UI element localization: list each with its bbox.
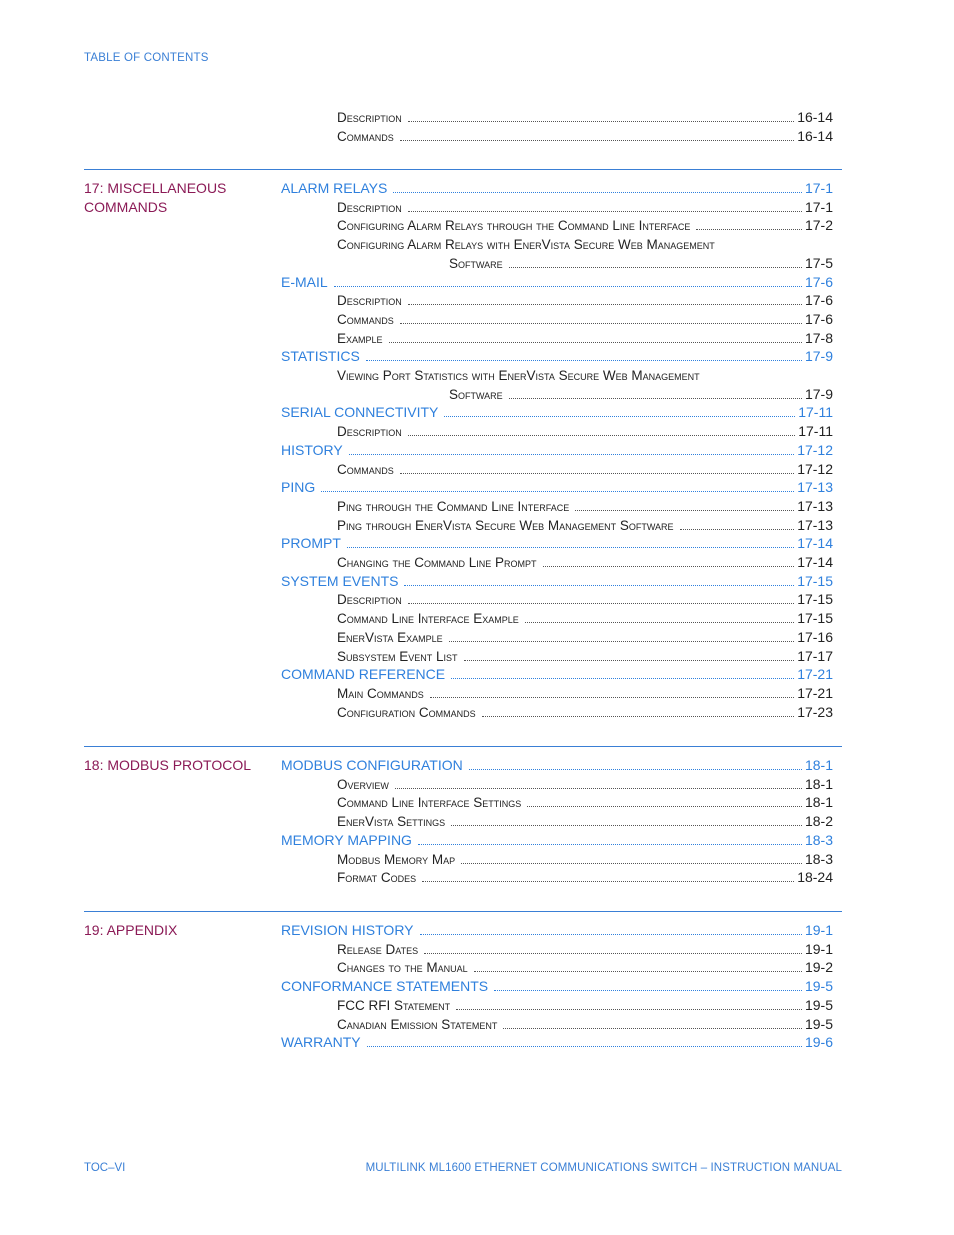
- entry-page-number: 17-12: [797, 460, 833, 477]
- chapter-title[interactable]: [84, 179, 264, 217]
- entry-title: ALARM RELAYS: [281, 180, 388, 196]
- toc-subentry[interactable]: [337, 684, 833, 703]
- dot-leader: [408, 121, 794, 122]
- dot-leader: [456, 1009, 802, 1010]
- entry-title: Description: [337, 199, 402, 215]
- entry-page-number: 18-24: [797, 869, 833, 886]
- entry-title: EnerVista Example: [337, 629, 443, 645]
- entry-page-number: 17-9: [804, 385, 833, 402]
- entry-title: Configuration Commands: [337, 704, 476, 720]
- toc-subentry[interactable]: [337, 996, 833, 1015]
- dot-leader: [408, 304, 802, 305]
- toc-subentry[interactable]: [337, 553, 833, 572]
- dot-leader: [430, 697, 794, 698]
- entry-page-number: 17-1: [804, 198, 833, 215]
- dot-leader: [509, 267, 802, 268]
- dot-leader: [321, 491, 794, 492]
- toc-section-link[interactable]: [281, 179, 833, 198]
- entry-page-number: 16-14: [797, 109, 833, 125]
- entry-title: COMMAND REFERENCE: [281, 666, 446, 683]
- dot-leader: [408, 435, 795, 436]
- toc-section-link[interactable]: [281, 921, 833, 940]
- toc-subentry[interactable]: [337, 108, 833, 127]
- entry-page-number: 17-9: [804, 348, 833, 365]
- toc-subentry-continuation[interactable]: [449, 385, 833, 404]
- entry-title: PROMPT: [281, 535, 341, 552]
- dot-leader: [696, 229, 802, 230]
- entry-page-number: 19-2: [804, 959, 833, 976]
- entry-title: Subsystem Event List: [337, 648, 458, 664]
- entry-title: Main Commands: [337, 685, 424, 701]
- chapter-title-line: COMMANDS: [84, 199, 168, 215]
- toc-section-link[interactable]: [281, 1033, 833, 1052]
- dot-leader: [509, 398, 802, 399]
- entry-title: SERIAL CONNECTIVITY: [281, 404, 439, 421]
- toc-section-link[interactable]: [281, 977, 833, 996]
- entry-page-number: 17-11: [798, 404, 833, 421]
- manual-title: MULTILINK ML1600 ETHERNET COMMUNICATIONS SWITCH – INSTRUCTION MANUAL: [365, 1162, 842, 1174]
- toc-section-link[interactable]: [281, 665, 833, 684]
- toc-section-link[interactable]: [281, 831, 833, 850]
- dot-leader: [482, 716, 795, 717]
- dot-leader: [451, 825, 802, 826]
- dot-leader: [400, 323, 802, 324]
- entry-title: Canadian Emission Statement: [337, 1016, 498, 1032]
- toc-subentry[interactable]: [337, 590, 833, 609]
- entry-title: STATISTICS: [281, 348, 360, 365]
- entry-page-number: 17-6: [804, 273, 833, 290]
- entry-title: Configuring Alarm Relays through the Command Line Interface: [337, 218, 691, 234]
- entry-title: Description: [337, 293, 402, 309]
- entry-title: Commands: [337, 128, 394, 144]
- dot-leader: [451, 678, 794, 679]
- entry-title: HISTORY: [281, 441, 343, 458]
- entry-page-number: 18-3: [804, 850, 833, 867]
- toc-section-link[interactable]: [281, 347, 833, 366]
- dot-leader: [366, 360, 802, 361]
- entry-page-number: 17-2: [804, 217, 833, 234]
- entry-page-number: 17-12: [797, 441, 833, 458]
- entry-title: CONFORMANCE STATEMENTS: [281, 978, 489, 995]
- entry-title: Description: [337, 110, 402, 125]
- entry-title: FCC RFI Statement: [337, 997, 451, 1013]
- entry-title: Release Dates: [337, 941, 419, 957]
- entry-page-number: 19-5: [804, 996, 833, 1013]
- entry-title: Commands: [337, 311, 394, 327]
- toc-subentry[interactable]: [337, 1015, 833, 1034]
- dot-leader: [408, 211, 802, 212]
- dot-leader: [527, 806, 802, 807]
- dot-leader: [464, 660, 795, 661]
- entry-page-number: 17-21: [797, 684, 833, 701]
- entry-title: E-MAIL: [281, 273, 328, 290]
- toc-subentry[interactable]: [337, 216, 833, 235]
- entry-page-number: 18-1: [804, 757, 833, 773]
- toc-subentry-continuation[interactable]: [449, 254, 833, 273]
- dot-leader: [408, 603, 794, 604]
- entry-page-number: 18-2: [804, 813, 833, 830]
- entry-title: PING: [281, 479, 316, 496]
- entry-page-number: 17-17: [797, 647, 833, 664]
- toc-subentry[interactable]: [337, 422, 833, 441]
- toc-subentry[interactable]: [337, 291, 833, 310]
- dot-leader: [404, 585, 794, 586]
- toc-subentry[interactable]: [337, 703, 833, 722]
- toc-subentry[interactable]: [337, 198, 833, 217]
- entry-page-number: 17-1: [804, 180, 833, 196]
- entry-page-number: 19-5: [804, 1015, 833, 1032]
- entry-page-number: 16-14: [797, 127, 833, 144]
- dot-leader: [449, 641, 795, 642]
- dot-leader: [334, 286, 802, 287]
- toc-subentry[interactable]: [337, 609, 833, 628]
- dot-leader: [367, 1046, 802, 1047]
- toc-section-link[interactable]: [281, 534, 833, 553]
- dot-leader: [469, 769, 802, 770]
- entry-page-number: 19-1: [804, 922, 833, 938]
- entry-title: Command Line Interface Settings: [337, 795, 522, 811]
- dot-leader: [461, 863, 802, 864]
- entry-title: MEMORY MAPPING: [281, 831, 412, 848]
- dot-leader: [494, 990, 802, 991]
- toc-subentry[interactable]: [337, 310, 833, 329]
- toc-subentry[interactable]: [337, 850, 833, 869]
- dot-leader: [424, 953, 802, 954]
- toc-section-link[interactable]: [281, 403, 833, 422]
- chapter-divider: [84, 911, 842, 912]
- chapter-title-line: 17: MISCELLANEOUS: [84, 180, 227, 196]
- dot-leader: [400, 473, 794, 474]
- toc-section-link[interactable]: [281, 478, 833, 497]
- dot-leader: [525, 622, 794, 623]
- entry-page-number: 17-15: [797, 610, 833, 627]
- dot-leader: [680, 529, 795, 530]
- toc-section-link[interactable]: [281, 441, 833, 460]
- entry-page-number: 17-13: [797, 479, 833, 496]
- chapter-divider: [84, 169, 842, 170]
- entry-page-number: 19-1: [804, 940, 833, 957]
- toc-subentry[interactable]: [337, 516, 833, 535]
- toc-subentry[interactable]: [337, 793, 833, 812]
- entry-page-number: 17-21: [797, 666, 833, 683]
- page-number: TOC–VI: [84, 1162, 126, 1174]
- toc-section-link[interactable]: [281, 756, 833, 775]
- entry-page-number: 17-6: [804, 292, 833, 309]
- entry-title: MODBUS CONFIGURATION: [281, 757, 463, 773]
- chapter-title-line: 19: APPENDIX: [84, 922, 178, 938]
- dot-leader: [444, 416, 795, 417]
- entry-title: Commands: [337, 461, 394, 477]
- entry-page-number: 18-1: [804, 775, 833, 792]
- dot-leader: [395, 788, 802, 789]
- entry-page-number: 17-13: [797, 516, 833, 533]
- toc-subentry[interactable]: [337, 628, 833, 647]
- entry-page-number: 17-16: [797, 628, 833, 645]
- dot-leader: [503, 1028, 802, 1029]
- chapter-divider: [84, 746, 842, 747]
- entry-page-number: 17-15: [797, 572, 833, 589]
- dot-leader: [418, 844, 802, 845]
- toc-subentry[interactable]: [337, 460, 833, 479]
- dot-leader: [400, 140, 794, 141]
- toc-subentry[interactable]: [337, 775, 833, 794]
- entry-title: EnerVista Settings: [337, 814, 446, 830]
- entry-page-number: 18-3: [804, 831, 833, 848]
- entry-title: REVISION HISTORY: [281, 922, 414, 938]
- entry-page-number: 17-11: [798, 423, 833, 440]
- entry-page-number: 19-6: [804, 1034, 833, 1051]
- entry-page-number: 17-15: [797, 591, 833, 608]
- toc-subentry[interactable]: [337, 127, 833, 146]
- dot-leader: [575, 510, 794, 511]
- entry-page-number: 18-1: [804, 794, 833, 811]
- entry-page-number: 17-14: [797, 535, 833, 552]
- entry-title: WARRANTY: [281, 1034, 361, 1051]
- entry-title: Format Codes: [337, 870, 417, 886]
- entry-title: Changes to the Manual: [337, 960, 468, 976]
- running-header: TABLE OF CONTENTS: [84, 52, 209, 64]
- toc-subentry[interactable]: [337, 958, 833, 977]
- chapter-title[interactable]: [84, 921, 264, 940]
- entry-page-number: 17-8: [804, 329, 833, 346]
- entry-title: Overview: [337, 776, 389, 792]
- entry-title: Description: [337, 592, 402, 608]
- entry-page-number: 17-23: [797, 703, 833, 720]
- entry-title: Example: [337, 330, 383, 346]
- dot-leader: [349, 454, 794, 455]
- entry-title: Modbus Memory Map: [337, 851, 456, 867]
- toc-subentry[interactable]: [337, 940, 833, 959]
- toc-section-link[interactable]: [281, 273, 833, 292]
- entry-title: Changing the Command Line Prompt: [337, 555, 537, 570]
- toc-subentry[interactable]: [337, 812, 833, 831]
- toc-subentry[interactable]: [337, 497, 833, 516]
- dot-leader: [389, 342, 802, 343]
- dot-leader: [347, 547, 794, 548]
- entry-page-number: 17-13: [797, 497, 833, 514]
- dot-leader: [420, 934, 802, 935]
- entry-page-number: 19-5: [804, 978, 833, 995]
- chapter-title-line: 18: MODBUS PROTOCOL: [84, 757, 252, 773]
- dot-leader: [422, 881, 794, 882]
- dot-leader: [393, 192, 802, 193]
- toc-subentry[interactable]: [337, 329, 833, 348]
- entry-title: Description: [337, 424, 402, 440]
- entry-page-number: 17-14: [797, 554, 833, 570]
- toc-subentry-title-line[interactable]: Viewing Port Statistics with EnerVista Secure Web Management: [337, 368, 700, 383]
- entry-title: Command Line Interface Example: [337, 611, 519, 627]
- entry-title: Ping through the Command Line Interface: [337, 498, 570, 514]
- toc-section-link[interactable]: [281, 572, 833, 591]
- toc-subentry[interactable]: [337, 868, 833, 887]
- chapter-title[interactable]: [84, 756, 264, 775]
- toc-subentry-title-line[interactable]: Configuring Alarm Relays with EnerVista Secure Web Management: [337, 237, 715, 253]
- entry-title: Software: [449, 386, 503, 402]
- entry-title: Ping through EnerVista Secure Web Management Software: [337, 517, 674, 533]
- entry-title: SYSTEM EVENTS: [281, 572, 399, 589]
- entry-page-number: 17-5: [804, 254, 833, 271]
- dot-leader: [474, 971, 802, 972]
- entry-title: Software: [449, 255, 503, 271]
- dot-leader: [543, 566, 795, 567]
- entry-page-number: 17-6: [804, 310, 833, 327]
- toc-subentry[interactable]: [337, 647, 833, 666]
